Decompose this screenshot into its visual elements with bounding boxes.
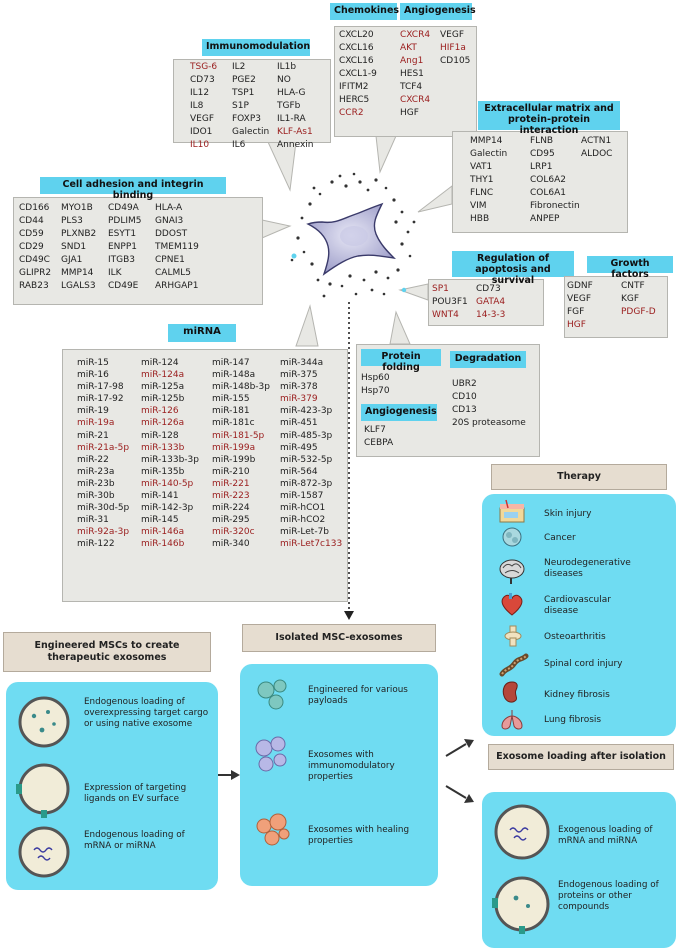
chemokines-col1	[339, 29, 377, 120]
list-item: PLXNB2	[61, 229, 97, 239]
angiogenesis-bottom-col	[364, 424, 393, 450]
list-item: miR-133b-3p	[141, 454, 199, 465]
list-item: CD44	[19, 216, 44, 226]
list-item: TMEM119	[155, 242, 199, 252]
engineered-item-3: Endogenous loading of mRNA or miRNA	[84, 830, 185, 851]
therapy-item-7: Kidney fibrosis	[544, 690, 610, 700]
list-item: GNAI3	[155, 216, 184, 226]
angiogenesis-bottom-title: Angiogenesis	[361, 404, 437, 421]
list-item: RAB23	[19, 281, 49, 291]
degradation-col	[452, 378, 526, 430]
growth-col1	[567, 280, 593, 332]
list-item: miR-221	[212, 478, 250, 489]
ecm-col3	[581, 135, 612, 161]
list-item: IL2	[232, 62, 246, 72]
apoptosis-col2	[476, 283, 505, 322]
list-item: ENPP1	[108, 242, 137, 252]
list-item: miR-340	[212, 539, 250, 550]
list-item: IL12	[190, 88, 210, 98]
list-item: miR-146a	[141, 527, 185, 538]
angiogenesis-top-col	[440, 29, 470, 68]
list-item: CD49A	[108, 203, 139, 213]
list-item: miR-124a	[141, 370, 185, 381]
list-item: miR-30b	[77, 491, 115, 502]
list-item: ILK	[108, 268, 122, 278]
list-item: MMP14	[61, 268, 94, 278]
list-item: CXCR4	[400, 95, 431, 105]
endogenous-protein-loading-icon	[492, 878, 548, 934]
list-item: FOXP3	[232, 114, 262, 124]
engineered-title: Engineered MSCs to create therapeutic exosomes	[3, 632, 211, 672]
list-item: miR-124	[141, 358, 179, 368]
list-item: ACTN1	[581, 136, 612, 146]
list-item: VEGF	[567, 294, 591, 304]
immunomodulation-col1	[190, 61, 217, 152]
list-item: CD10	[452, 392, 477, 402]
list-item: miR-125a	[141, 382, 185, 393]
list-item: HBB	[470, 214, 490, 224]
list-item: VAT1	[470, 162, 493, 172]
mirna-col3	[212, 357, 270, 551]
list-item: VEGF	[440, 30, 464, 40]
adhesion-col2	[61, 202, 96, 293]
list-item: miR-148b-3p	[212, 382, 270, 393]
loading-after-item-1: Exogenous loading of mRNA and miRNA	[558, 825, 653, 846]
isolated-to-loading-arrow	[446, 786, 466, 798]
list-item: miR-22	[77, 454, 109, 465]
list-item: HIF1a	[440, 43, 466, 53]
list-item: PDLIM5	[108, 216, 142, 226]
list-item: miR-21a-5p	[77, 442, 130, 453]
list-item: MMP14	[470, 136, 503, 146]
mirna-col1	[77, 357, 129, 551]
msc-cell-illustration	[284, 160, 424, 310]
list-item: miR-17-98	[77, 382, 124, 393]
list-item: FGF	[567, 307, 585, 317]
list-item: miR-210	[212, 466, 250, 477]
mirna-col2	[141, 357, 199, 551]
list-item: CXCL20	[339, 30, 374, 40]
list-item: COL6A2	[530, 175, 566, 185]
list-item: CD73	[190, 75, 215, 85]
list-item: IL10	[190, 140, 210, 150]
list-item: miR-140-5p	[141, 478, 194, 489]
list-item: PLS3	[61, 216, 83, 226]
list-item: miR-320c	[212, 527, 255, 538]
list-item: miR-295	[212, 515, 250, 526]
mirna-pointer	[296, 306, 318, 346]
list-item: miR-15	[77, 358, 109, 368]
list-item: Galectin	[232, 127, 270, 137]
list-item: miR-495	[280, 442, 318, 453]
exosome-cluster-blue-icon	[258, 680, 286, 709]
list-item: miR-872-3p	[280, 478, 333, 489]
list-item: PGE2	[232, 75, 256, 85]
list-item: miR-92a-3p	[77, 527, 130, 538]
list-item: GDNF	[567, 281, 593, 291]
list-item: miR-21	[77, 430, 109, 441]
list-item: miR-31	[77, 515, 109, 526]
growth-col2	[621, 280, 656, 319]
spine-icon	[502, 656, 526, 674]
list-item: THY1	[470, 175, 494, 185]
isolated-title: Isolated MSC-exosomes	[242, 624, 436, 652]
list-item: ALDOC	[581, 149, 613, 159]
msc-vesicle-ligand-icon	[16, 765, 68, 818]
list-item: POU3F1	[432, 297, 468, 307]
adhesion-col1	[19, 202, 51, 293]
list-item: Hsp60	[361, 373, 390, 383]
lung-icon	[502, 710, 522, 729]
skin-injury-icon	[500, 500, 524, 522]
immunomodulation-col3	[277, 61, 313, 152]
list-item: HLA-G	[277, 88, 306, 98]
therapy-item-8: Lung fibrosis	[544, 715, 602, 725]
engineered-to-isolated-arrowhead	[231, 770, 240, 780]
list-item: FLNB	[530, 136, 554, 146]
list-item: VIM	[470, 201, 487, 211]
chemokines-col2	[400, 29, 430, 120]
list-item: KLF-As1	[277, 127, 313, 137]
immunomodulation-col2	[232, 61, 269, 152]
list-item: miR-181-5p	[212, 430, 265, 441]
list-item: ANPEP	[530, 214, 560, 224]
list-item: CD73	[476, 284, 501, 294]
list-item: miR-126a	[141, 418, 185, 429]
protein-folding-title: Protein folding	[361, 349, 441, 366]
list-item: 20S proteasome	[452, 418, 526, 428]
list-item: miR-181	[212, 406, 250, 417]
list-item: miR-375	[280, 370, 318, 381]
list-item: miR-148a	[212, 370, 256, 381]
list-item: HGF	[567, 320, 586, 330]
list-item: Galectin	[470, 149, 508, 159]
immunomodulation-title: Immunomodulation	[202, 39, 310, 56]
list-item: CD59	[19, 229, 44, 239]
list-item: MYO1B	[61, 203, 93, 213]
list-item: miR-224	[212, 503, 250, 514]
dotted-arrow-head	[344, 611, 354, 620]
protein-folding-col	[361, 372, 390, 398]
list-item: miR-126	[141, 406, 179, 417]
list-item: miR-223	[212, 491, 250, 502]
list-item: miR-155	[212, 394, 250, 405]
list-item: miR-485-3p	[280, 430, 333, 441]
list-item: COL6A1	[530, 188, 566, 198]
adhesion-title: Cell adhesion and integrin binding	[40, 177, 226, 194]
msc-vesicle-cargo-icon	[20, 698, 68, 746]
loading-after-item-2: Endogenous loading of proteins or other compounds	[558, 880, 659, 912]
therapy-item-2: Cancer	[544, 533, 576, 543]
list-item: miR-451	[280, 418, 318, 429]
list-item: miR-423-3p	[280, 406, 333, 417]
list-item: CD29	[19, 242, 44, 252]
apoptosis-title: Regulation of apoptosis and survival	[452, 251, 574, 277]
therapy-title: Therapy	[491, 464, 667, 490]
growth-title: Growth factors	[587, 256, 673, 273]
list-item: miR-Let7c133	[280, 539, 343, 550]
list-item: HGF	[400, 108, 419, 118]
adhesion-col4	[155, 202, 199, 293]
therapy-icon-column	[496, 498, 530, 730]
list-item: IL1-RA	[277, 114, 306, 124]
therapy-item-5: Osteoarthritis	[544, 632, 606, 642]
ecm-col2	[530, 135, 580, 226]
list-item: miR-133b	[141, 442, 185, 453]
list-item: miR-hCO2	[280, 515, 326, 526]
list-item: VEGF	[190, 114, 214, 124]
list-item: WNT4	[432, 310, 459, 320]
list-item: miR-147	[212, 358, 250, 368]
list-item: SP1	[432, 284, 449, 294]
list-item: miR-378	[280, 382, 318, 393]
list-item: CCR2	[339, 108, 364, 118]
list-item: miR-30d-5p	[77, 503, 130, 514]
kidney-icon	[503, 682, 517, 702]
brain-icon	[500, 560, 524, 584]
exogenous-loading-icon	[496, 806, 548, 858]
list-item: Fibronectin	[530, 201, 580, 211]
list-item: LGALS3	[61, 281, 96, 291]
list-item: miR-122	[77, 539, 115, 550]
list-item: GJA1	[61, 255, 83, 265]
list-item: miR-23b	[77, 478, 115, 489]
list-item: TSG-6	[190, 62, 218, 72]
list-item: miR-142-3p	[141, 503, 194, 514]
list-item: CD166	[19, 203, 50, 213]
isolated-icons	[252, 676, 302, 856]
list-item: IL6	[232, 140, 246, 150]
list-item: 14-3-3	[476, 310, 506, 320]
loading-after-icons	[486, 798, 556, 942]
list-item: miR-532-5p	[280, 454, 333, 465]
list-item: GATA4	[476, 297, 506, 307]
list-item: ARHGAP1	[155, 281, 199, 291]
list-item: miR-141	[141, 491, 179, 502]
list-item: KGF	[621, 294, 640, 304]
list-item: IFITM2	[339, 82, 369, 92]
list-item: miR-19a	[77, 418, 115, 429]
degradation-pointer	[390, 312, 410, 344]
adhesion-col3	[108, 202, 142, 293]
ecm-col1	[470, 135, 507, 226]
msc-vesicle-mrna-icon	[20, 828, 68, 876]
list-item: UBR2	[452, 379, 477, 389]
list-item: CXCL1-9	[339, 69, 377, 79]
list-item: miR-17-92	[77, 394, 124, 405]
list-item: miR-16	[77, 370, 109, 381]
list-item: HES1	[400, 69, 424, 79]
list-item: CD95	[530, 149, 555, 159]
joint-icon	[505, 626, 521, 646]
heart-icon	[502, 593, 522, 615]
exosome-cluster-purple-icon	[256, 737, 286, 771]
ecm-title: Extracellular matrix and protein-protein interaction	[478, 101, 620, 130]
therapy-item-1: Skin injury	[544, 509, 592, 519]
list-item: miR-Let-7b	[280, 527, 330, 538]
list-item: HERC5	[339, 95, 370, 105]
list-item: SND1	[61, 242, 87, 252]
chemokines-title: Chemokines	[330, 3, 397, 20]
mirna-title: miRNA	[168, 324, 236, 342]
list-item: CD13	[452, 405, 477, 415]
loading-after-title: Exosome loading after isolation	[488, 744, 674, 770]
isolated-item-3: Exosomes with healing properties	[308, 825, 410, 846]
degradation-title: Degradation	[450, 351, 526, 368]
list-item: CALML5	[155, 268, 191, 278]
list-item: NO	[277, 75, 291, 85]
isolated-to-therapy-arrow	[446, 744, 466, 756]
list-item: miR-23a	[77, 466, 115, 477]
list-item: ESYT1	[108, 229, 137, 239]
list-item: miR-344a	[280, 358, 324, 368]
list-item: CD49C	[19, 255, 50, 265]
list-item: DDOST	[155, 229, 188, 239]
list-item: miR-379	[280, 394, 318, 405]
list-item: miR-125b	[141, 394, 185, 405]
list-item: CEBPA	[364, 438, 394, 448]
list-item: IDO1	[190, 127, 213, 137]
list-item: CXCR4	[400, 30, 431, 40]
list-item: TGFb	[277, 101, 301, 111]
list-item: TCF4	[400, 82, 423, 92]
list-item: CD49E	[108, 281, 139, 291]
list-item: CD105	[440, 56, 471, 66]
engineered-item-2: Expression of targeting ligands on EV surface	[84, 783, 187, 804]
isolated-item-1: Engineered for various payloads	[308, 685, 408, 706]
exosome-cluster-orange-icon	[257, 814, 289, 845]
list-item: Ang1	[400, 56, 424, 66]
list-item: miR-199b	[212, 454, 256, 465]
engineered-icons	[14, 692, 82, 882]
list-item: FLNC	[470, 188, 494, 198]
list-item: LRP1	[530, 162, 553, 172]
list-item: miR-135b	[141, 466, 185, 477]
list-item: miR-146b	[141, 539, 185, 550]
list-item: CXCL16	[339, 56, 374, 66]
list-item: CNTF	[621, 281, 645, 291]
list-item: miR-128	[141, 430, 179, 441]
list-item: KLF7	[364, 425, 386, 435]
engineered-item-1: Endogenous loading of overexpressing target cargo or using native exosome	[84, 697, 209, 729]
list-item: miR-181c	[212, 418, 255, 429]
list-item: miR-564	[280, 466, 318, 477]
list-item: AKT	[400, 43, 417, 53]
apoptosis-col1	[432, 283, 468, 322]
isolated-item-2: Exosomes with immunomodulatory properties	[308, 750, 395, 782]
therapy-item-4: Cardiovascular disease	[544, 595, 611, 616]
list-item: miR-145	[141, 515, 179, 526]
list-item: GLIPR2	[19, 268, 52, 278]
list-item: miR-hCO1	[280, 503, 326, 514]
angiogenesis-top-title: Angiogenesis	[400, 3, 472, 20]
list-item: HLA-A	[155, 203, 183, 213]
list-item: CPNE1	[155, 255, 185, 265]
list-item: Hsp70	[361, 386, 390, 396]
list-item: TSP1	[232, 88, 255, 98]
therapy-item-6: Spinal cord injury	[544, 659, 623, 669]
list-item: miR-19	[77, 406, 109, 417]
list-item: miR-199a	[212, 442, 256, 453]
list-item: Annexin	[277, 140, 314, 150]
therapy-item-3: Neurodegenerative diseases	[544, 558, 631, 579]
mirna-col4	[280, 357, 342, 551]
list-item: CXCL16	[339, 43, 374, 53]
list-item: IL1b	[277, 62, 297, 72]
list-item: ITGB3	[108, 255, 136, 265]
list-item: S1P	[232, 101, 249, 111]
list-item: miR-1587	[280, 491, 324, 502]
list-item: PDGF-D	[621, 307, 656, 317]
list-item: IL8	[190, 101, 204, 111]
cancer-icon	[503, 528, 521, 546]
